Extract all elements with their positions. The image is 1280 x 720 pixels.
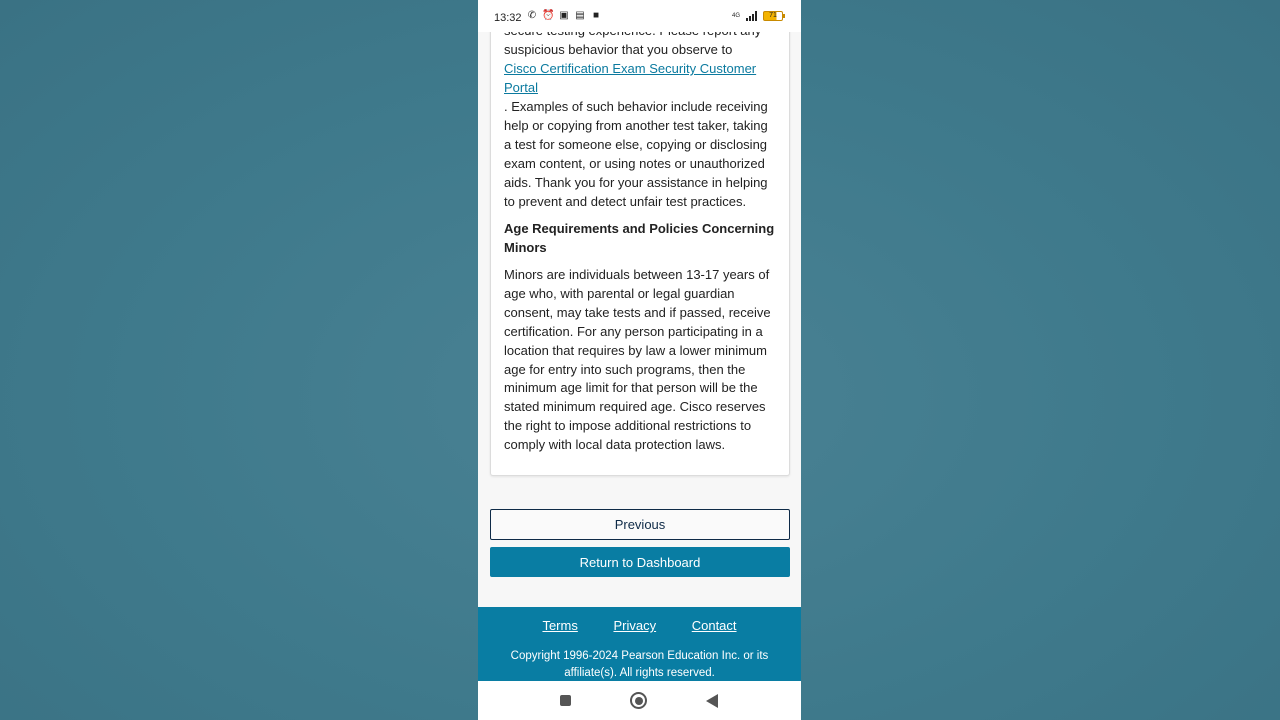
age-requirements-heading: Age Requirements and Policies Concerning Minors <box>504 221 775 255</box>
calendar-icon: ▤ <box>575 10 585 21</box>
footer-links <box>478 618 801 633</box>
return-to-dashboard-button[interactable]: Return to Dashboard <box>490 547 790 577</box>
status-bar <box>478 0 801 32</box>
age-requirements-paragraph: Minors are individuals between 13-17 years of age who, with parental or legal guardian consent, may take tests and if passed, receive certification. For any person participating in a location that requires by law a lower minimum age for entry into such programs, then the minimum age limit for that person will be the stated minimum required age. Cisco reserves the right to impose additional restrictions to comply with local data protection laws. <box>504 267 771 453</box>
home-icon[interactable] <box>630 692 647 709</box>
phone-screen <box>478 0 801 720</box>
status-right <box>732 11 783 21</box>
battery-icon: 71 <box>763 11 783 21</box>
contact-link[interactable]: Contact <box>691 618 737 633</box>
android-nav-bar <box>478 681 801 720</box>
notification-icons <box>526 10 602 22</box>
security-portal-link[interactable]: Cisco Certification Exam Security Customer Portal <box>504 61 757 95</box>
back-icon[interactable] <box>706 694 718 708</box>
video-camera-icon: ■ <box>592 10 600 21</box>
status-time: 13:32 <box>494 12 522 24</box>
terms-link[interactable]: Terms <box>542 618 578 633</box>
alarm-icon: ⏰ <box>542 10 555 21</box>
behavior-paragraph: . Examples of such behavior include receiving help or copying from another test taker, taking a test for someone else, copying or disclosing exam content, or using notes or unauthorized aids. Thank you for your assistance in helping to prevent and detect unfair test practices. <box>504 99 768 209</box>
signal-icon <box>746 11 759 21</box>
missed-call-icon: ✆ <box>527 10 537 21</box>
footer <box>478 607 801 681</box>
previous-button[interactable]: Previous <box>490 509 790 540</box>
recent-apps-icon[interactable] <box>560 695 571 706</box>
copyright-text: Copyright 1996-2024 Pearson Education Inc. or its affiliate(s). All rights reserved. <box>510 650 769 679</box>
app-notification-icon: ▣ <box>559 10 569 21</box>
network-type: 4G <box>732 13 741 19</box>
intro-paragraph-tail: suspicious behavior that you observe to <box>504 41 733 57</box>
privacy-link[interactable]: Privacy <box>613 618 657 633</box>
